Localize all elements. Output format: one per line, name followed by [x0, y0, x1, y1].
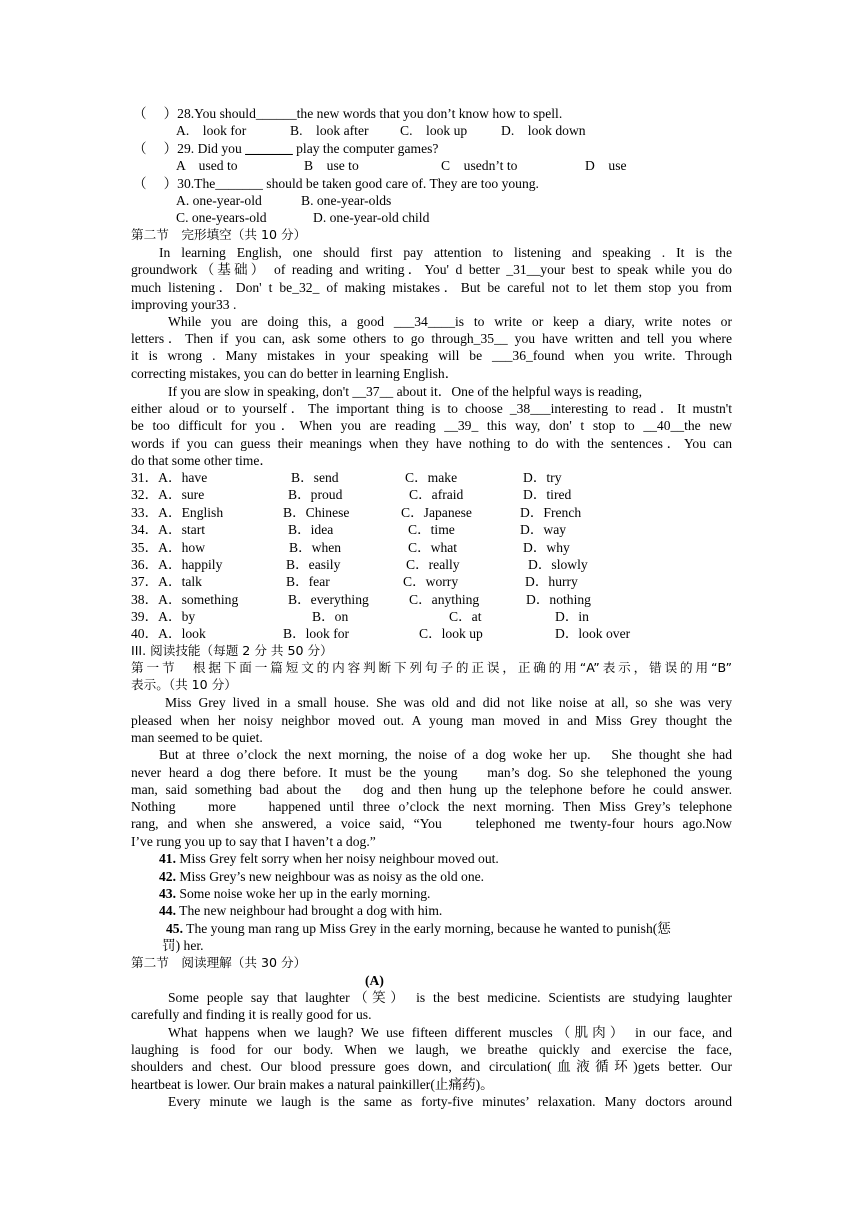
story-p2-line-6: I’ve rung you up to say that I haven’t a dog.”: [131, 834, 376, 849]
passage-a-p2-line-4: heartbeat is lower. Our brain makes a natural painkiller(止痛药)。: [131, 1077, 494, 1092]
passage-a-p2-line-2: laughing is food for our body. When we laugh, we breathe quickly and exercise the face,: [131, 1042, 732, 1057]
option-39-c: C．at: [449, 609, 482, 624]
cloze-p3-line-3: be too difficult for you．When you are reading __39_ this way, don' t stop to __40__the new: [131, 418, 732, 433]
q28-option-a: A. look for: [176, 123, 247, 138]
option-31-c: C．make: [405, 470, 458, 485]
option-33-d: D．French: [520, 505, 582, 520]
option-36-b: B．easily: [286, 557, 341, 572]
option-40-b: B．look for: [283, 626, 350, 641]
passage-a-p3-line-1: Every minute we laugh is the same as forty-five minutes’ relaxation. Many doctors around: [168, 1094, 732, 1109]
statement-45-text: The young man rang up Miss Grey in the early morning, because he wanted to punish(惩: [183, 921, 671, 936]
story-p2-line-4: Nothing more happened until three o’clock the next morning. Then Miss Grey’s telephone: [131, 799, 732, 814]
cloze-p3-line-2: either aloud or to yourself．The important thing is to choose _38___interesting to read．It mustn't: [131, 401, 732, 416]
option-32-d: D．tired: [523, 487, 572, 502]
option-32-c: C．afraid: [409, 487, 464, 502]
option-34-a: 34．A．start: [131, 522, 206, 537]
statement-44-text: The new neighbour had brought a dog with him.: [176, 903, 443, 918]
option-31-a: 31．A．have: [131, 470, 208, 485]
q29-option-a: A used to: [176, 158, 238, 173]
cloze-p2-line-1: While you are doing this, a good ___34____is to write or keep a diary, write notes or: [168, 314, 732, 329]
option-35-a: 35．A．how: [131, 540, 206, 555]
reading-part2-heading: 第二节 阅读理解（共 30 分）: [131, 955, 307, 970]
q28-option-b: B. look after: [290, 123, 369, 138]
passage-a-p1-line-2: carefully and finding it is really good for us.: [131, 1007, 372, 1022]
option-39-d: D．in: [555, 609, 589, 624]
cloze-p2-line-3: it is wrong . Many mistakes in your speaking will be ___36_found when you write. Through: [131, 348, 732, 363]
statement-45-num: 45.: [166, 921, 183, 936]
story-p1-line-3: man seemed to be quiet.: [131, 730, 263, 745]
cloze-p1-line-3: much listening．Don' t be_32_ of making mistakes．But be careful not to let them stop you from: [131, 280, 732, 295]
q30-option-b: B. one-year-olds: [301, 193, 392, 208]
option-37-c: C．worry: [403, 574, 459, 589]
option-35-b: B．when: [289, 540, 342, 555]
statement-45-cont: 罚) her.: [162, 938, 204, 953]
statement-41-num: 41.: [159, 851, 176, 866]
option-36-a: 36．A．happily: [131, 557, 223, 572]
cloze-heading: 第二节 完形填空（共 10 分）: [131, 227, 307, 242]
option-32-b: B．proud: [288, 487, 343, 502]
q29-option-c: C usedn’t to: [441, 158, 518, 173]
q30-option-d: D. one-year-old child: [313, 210, 430, 225]
reading-part1-instruction-cont: 表示。（共 10 分）: [131, 677, 237, 692]
option-31-d: D．try: [523, 470, 562, 485]
cloze-p2-line-2: letters．Then if you can, ask some others to go through_35__ you have written and tell you where: [131, 331, 732, 346]
option-36-c: C．really: [406, 557, 460, 572]
cloze-p3-line-1: If you are slow in speaking, don't __37__ about it．One of the helpful ways is reading,: [168, 384, 642, 399]
q28-option-d: D. look down: [501, 123, 586, 138]
q29-text-a: （ ）29. Did you: [133, 141, 246, 156]
statement-43-text: Some noise woke her up in the early morning.: [176, 886, 431, 901]
cloze-p1-line-1: In learning English, one should first pay attention to listening and speaking . It is the: [159, 245, 732, 260]
question-30: （ ）30.The_______ should be taken good care of. They are too young.: [133, 176, 539, 191]
option-35-d: D．why: [523, 540, 570, 555]
story-p1-line-1: Miss Grey lived in a small house. She was old and did not like noise at all, so she was very: [165, 695, 732, 710]
cloze-p3-line-4: words if you can guess their meanings when they have nothing to do with the sentences．You can: [131, 436, 732, 451]
statement-43: [159, 885, 430, 902]
cloze-p1-line-4: improving your33 .: [131, 297, 237, 312]
statement-45: [166, 920, 671, 937]
option-32-a: 32．A．sure: [131, 487, 205, 502]
option-34-c: C．time: [408, 522, 455, 537]
q29-blank: _______: [245, 141, 293, 156]
statement-42: [159, 868, 484, 885]
statement-42-num: 42.: [159, 869, 176, 884]
option-31-b: B．send: [291, 470, 339, 485]
option-33-b: B．Chinese: [283, 505, 350, 520]
option-35-c: C．what: [408, 540, 458, 555]
statement-42-text: Miss Grey’s new neighbour was as noisy as the old one.: [176, 869, 485, 884]
cloze-p2-line-4: correcting mistakes, you can do better in learning English．: [131, 366, 459, 381]
statement-43-num: 43.: [159, 886, 176, 901]
passage-a-p2-line-1: What happens when we laugh? We use fifteen different muscles（肌肉） in our face, and: [168, 1025, 732, 1040]
option-38-a: 38．A．something: [131, 592, 239, 607]
statement-44: [159, 902, 442, 919]
option-34-d: D．way: [520, 522, 567, 537]
story-p1-line-2: pleased when her noisy neighbor moved out. A young man moved in and Miss Grey thought the: [131, 713, 732, 728]
q30-option-a: A. one-year-old: [176, 193, 262, 208]
option-40-a: 40．A．look: [131, 626, 206, 641]
option-40-d: D．look over: [555, 626, 631, 641]
option-38-d: D．nothing: [526, 592, 591, 607]
option-37-a: 37．A．talk: [131, 574, 202, 589]
q30-option-c: C. one-years-old: [176, 210, 267, 225]
story-p2-line-3: man, said something bad about the dog and then hung up the telephone before he could answer.: [131, 782, 732, 797]
cloze-p1-line-2: groundwork（基础） of reading and writing．You' d better _31__your best to speak while you do: [131, 262, 732, 277]
option-34-b: B．idea: [288, 522, 334, 537]
story-p2-line-1: But at three o’clock the next morning, the noise of a dog woke her up. She thought she had: [159, 747, 732, 762]
reading-part1-instruction: 第一节 根据下面一篇短文的内容判断下列句子的正误，正确的用“A”表示，错误的用“B”: [131, 660, 732, 675]
option-39-a: 39．A．by: [131, 609, 196, 624]
q28-option-c: C. look up: [400, 123, 468, 138]
option-36-d: D．slowly: [528, 557, 588, 572]
q29-text-b: play the computer games?: [292, 141, 439, 156]
passage-a-p2-line-3: shoulders and chest. Our blood pressure goes down, and circulation(血液循环)gets better. Our: [131, 1059, 732, 1074]
option-33-a: 33．A．English: [131, 505, 224, 520]
story-p2-line-5: rang, and when she answered, a voice said, “You telephoned me twenty-four hours ago.Now: [131, 816, 732, 831]
option-38-b: B．everything: [288, 592, 369, 607]
option-39-b: B．on: [312, 609, 349, 624]
reading-section-title: III. 阅读技能（每题 2 分 共 50 分）: [131, 643, 333, 658]
statement-41: [159, 850, 499, 867]
option-33-c: C．Japanese: [401, 505, 472, 520]
passage-a-label: (A): [365, 973, 384, 988]
option-38-c: C．anything: [409, 592, 480, 607]
option-40-c: C．look up: [419, 626, 483, 641]
option-37-d: D．hurry: [525, 574, 578, 589]
statement-41-text: Miss Grey felt sorry when her noisy neighbour moved out.: [176, 851, 499, 866]
option-37-b: B．fear: [286, 574, 330, 589]
question-28: （ ）28.You should______the new words that you don’t know how to spell.: [133, 106, 563, 121]
question-29: [133, 140, 438, 157]
statement-44-num: 44.: [159, 903, 176, 918]
cloze-p3-line-5: do that some other time．: [131, 453, 273, 468]
passage-a-p1-line-1: Some people say that laughter（笑） is the best medicine. Scientists are studying laughter: [168, 990, 732, 1005]
q29-option-b: B use to: [304, 158, 359, 173]
q29-option-d: D use: [585, 158, 627, 173]
story-p2-line-2: never heard a dog there before. It must be the young man’s dog. So she telephoned the young: [131, 765, 732, 780]
